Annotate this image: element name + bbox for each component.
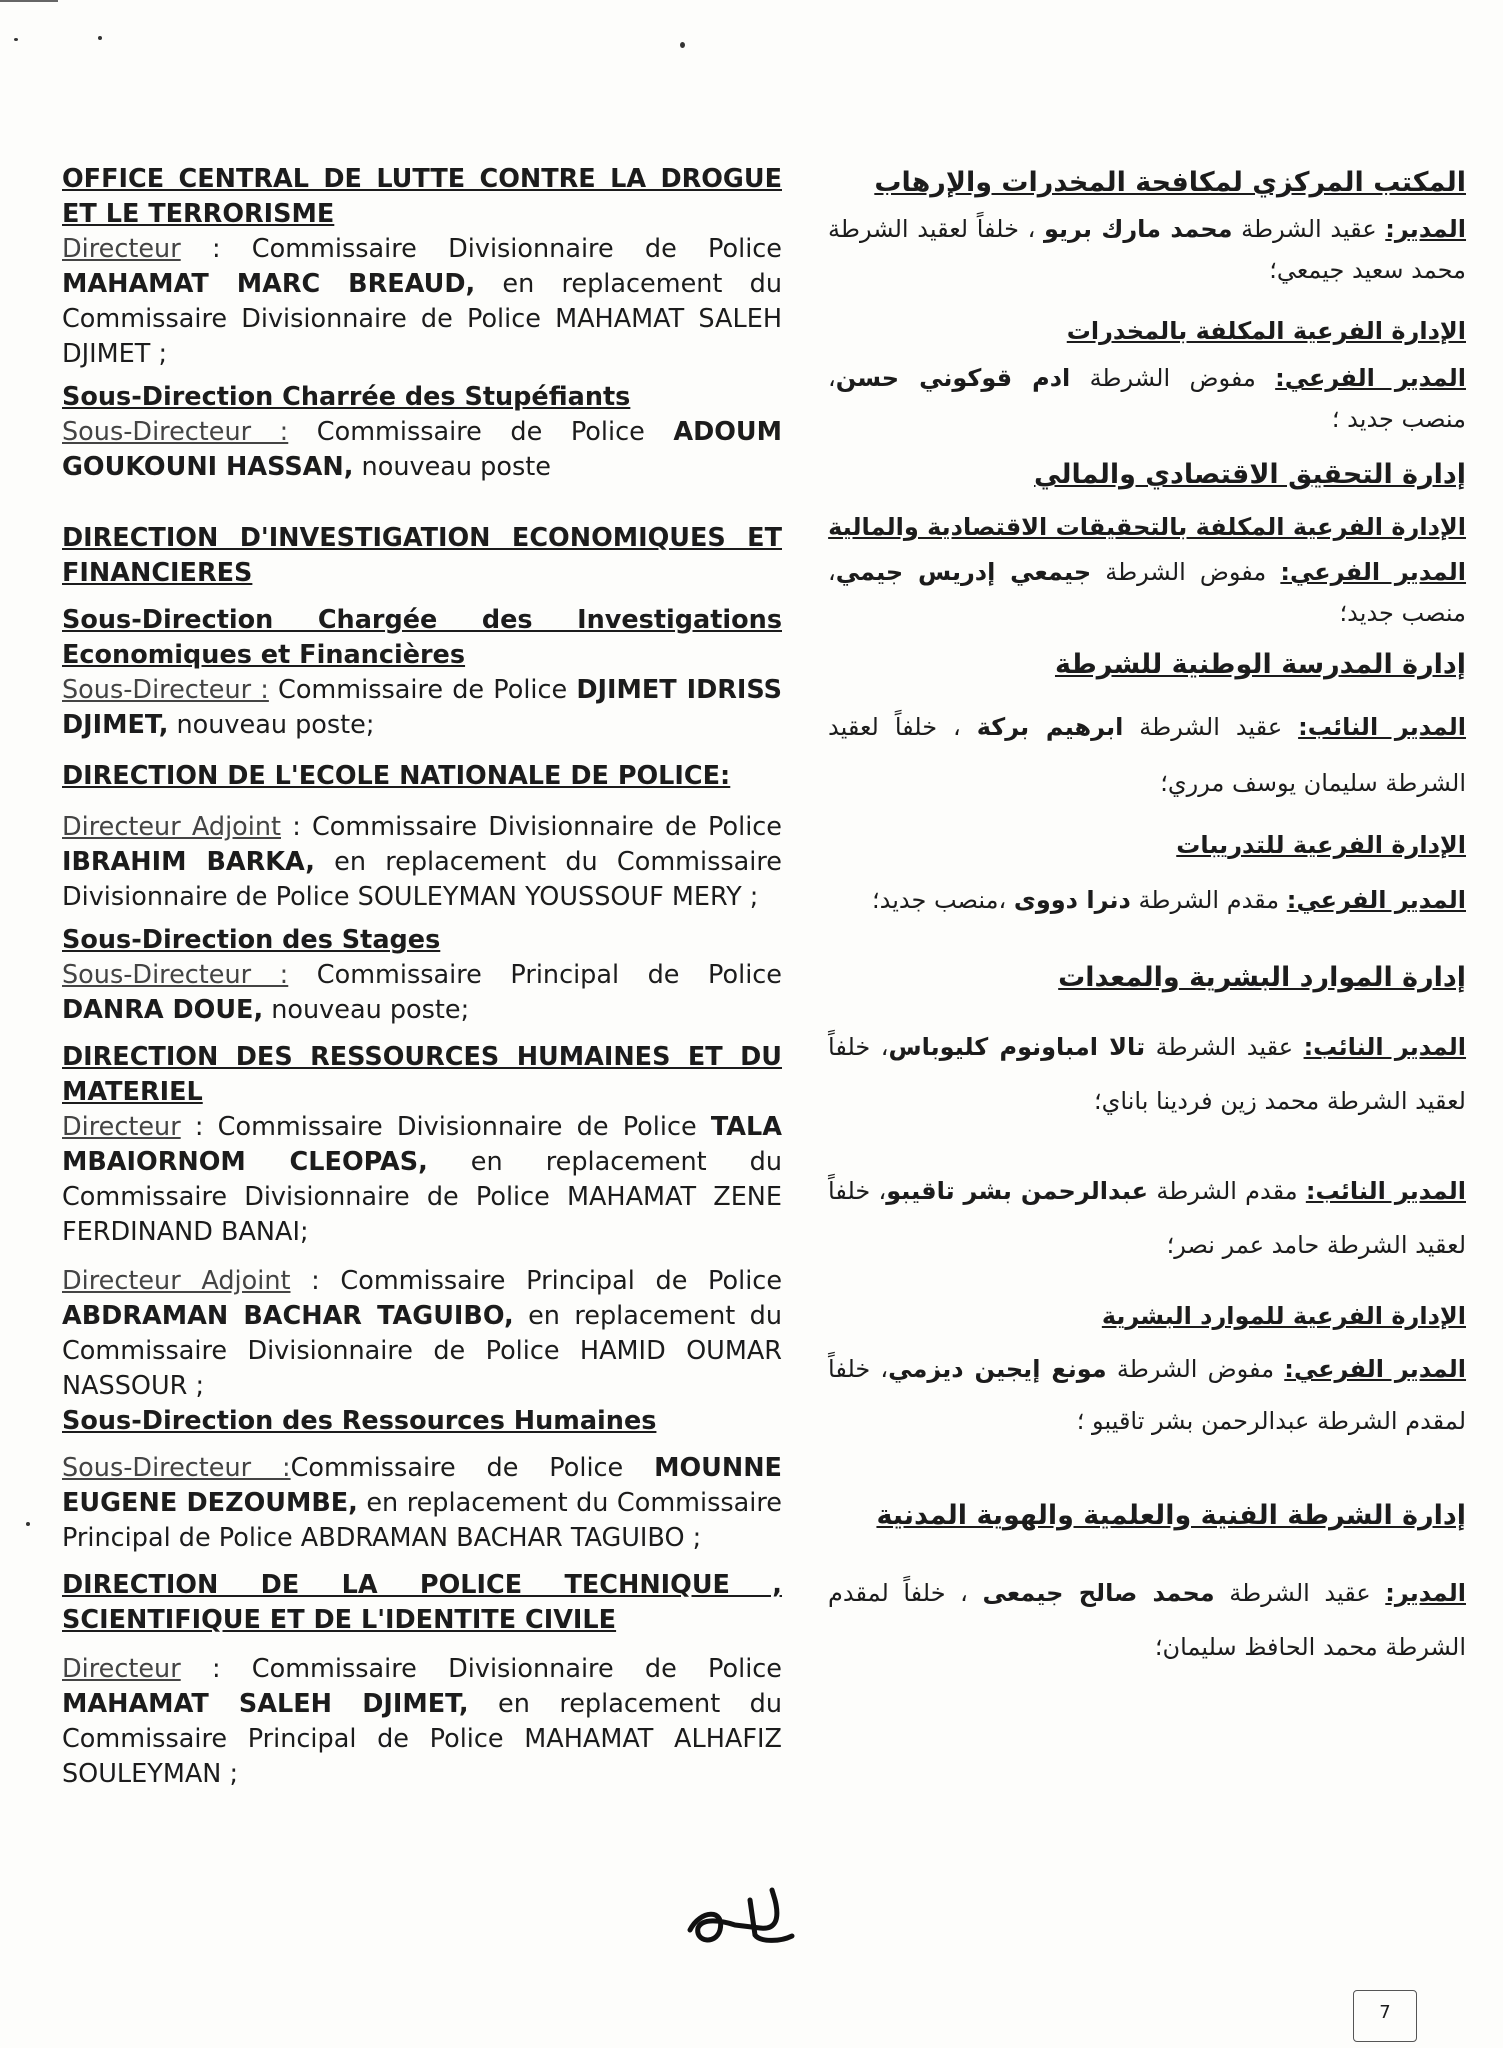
appointee-name: ABDRAMAN BACHAR TAGUIBO, (62, 1301, 514, 1331)
ar-entry-text: ، منصب جديد ؛ (828, 364, 1466, 433)
entry-text: en replacement du Commissaire Divisionnaire de Police MAHAMAT SALEH DJIMET ; (62, 269, 782, 369)
section-title: DIRECTION DES RESSOURCES HUMAINES ET DU MATERIEL (62, 1042, 782, 1107)
fr-section-enp (62, 759, 782, 1028)
appointee-name: MAHAMAT SALEH DJIMET, (62, 1689, 469, 1719)
signature-initials (680, 1880, 800, 1960)
appointee-name: DANRA DOUE, (62, 995, 264, 1025)
appointee-name: DJIMET IDRISS DJIMET, (62, 675, 782, 740)
ar-entry-text: ،منصب جديد؛ (872, 886, 1014, 914)
ar-section-title: إدارة التحقيق الاقتصادي والمالي (1034, 459, 1466, 490)
appointee-name: ADOUM GOUKOUNI HASSAN, (62, 417, 782, 482)
subsection-title: Sous-Direction Chargée des Investigations Economiques et Financières (62, 605, 782, 670)
entry-text: en replacement du Commissaire Principal de Police MAHAMAT ALHAFIZ SOULEYMAN ; (62, 1689, 782, 1789)
ar-appointee-name: محمد مارك بريو (1043, 215, 1233, 243)
role-label: Sous-Directeur : (62, 675, 269, 705)
ar-role-label: المدير: (1385, 215, 1467, 243)
ar-subdirector-entry (828, 880, 1466, 921)
ar-entry-text: مفوض الشرطة (1106, 1355, 1285, 1383)
entry-text: en replacement du Commissaire Divisionnaire de Police SOULEYMAN YOUSSOUF MERY ; (62, 847, 782, 912)
section-title: OFFICE CENTRAL DE LUTTE CONTRE LA DROGUE ET LE TERRORISME (62, 164, 782, 229)
role-label: Directeur Adjoint (62, 1266, 291, 1296)
subdirector-entry (62, 1451, 782, 1556)
ar-role-label: المدير الفرعي: (1284, 1355, 1467, 1383)
scan-speck (98, 36, 102, 40)
ar-section-title: إدارة المدرسة الوطنية للشرطة (1054, 649, 1466, 680)
role-label: Sous-Directeur : (62, 1453, 291, 1483)
entry-text: : Commissaire Divisionnaire de Police (180, 234, 782, 264)
ar-director-entry (828, 1020, 1466, 1128)
ar-entry-text: ، خلفاً لعقيد الشرطة محمد زين فردينا باناي؛ (828, 1033, 1466, 1115)
ar-entry-text: عقيد الشرطة (1145, 1033, 1304, 1061)
subdirector-entry (62, 958, 782, 1028)
fr-section-dptsic (62, 1568, 782, 1792)
ar-appointee-name: تالا امباونوم كليوباس (888, 1033, 1146, 1061)
role-label: Directeur (62, 1112, 181, 1142)
ar-subdirector-entry (828, 1343, 1466, 1447)
ar-director-entry (828, 1566, 1466, 1674)
ar-entry-text: ، خلفاً لمقدم الشرطة عبدالرحمن بشر تاقيبو ؛ (828, 1355, 1466, 1435)
entry-text: Commissaire de Police (290, 1453, 655, 1483)
scan-edge-line (0, 0, 58, 2)
fr-section-dief (62, 521, 782, 743)
section-title: DIRECTION DE LA POLICE TECHNIQUE , SCIENTIFIQUE ET DE L'IDENTITE CIVILE (62, 1570, 782, 1635)
entry-text: : Commissaire Divisionnaire de Police (180, 1112, 711, 1142)
ar-subsection-title: الإدارة الفرعية المكلفة بالتحقيقات الاقتصادية والمالية (828, 513, 1466, 541)
role-label: Sous-Directeur : (62, 417, 289, 447)
fr-section-ocld (62, 162, 782, 485)
ar-appointee-name: ادم قوكوني حسن (835, 364, 1071, 392)
ar-appointee-name: دنرا دووى (1013, 886, 1131, 914)
ar-appointee-name: جيمعي إدريس جيمي (835, 558, 1092, 586)
role-label: Directeur (62, 1654, 181, 1684)
entry-text: en replacement du Commissaire Divisionnaire de Police MAHAMAT ZENE FERDINAND BANAI; (62, 1147, 782, 1247)
entry-text: : Commissaire Principal de Police (290, 1266, 783, 1296)
ar-director-entry (828, 699, 1466, 811)
ar-entry-text: ، منصب جديد؛ (828, 558, 1466, 627)
french-column (62, 162, 782, 1792)
ar-subsection-title: الإدارة الفرعية للتدريبات (1176, 831, 1466, 859)
appointee-name: IBRAHIM BARKA, (62, 847, 315, 877)
ar-role-label: المدير النائب: (1298, 713, 1466, 741)
entry-text: : Commissaire Divisionnaire de Police (180, 1654, 782, 1684)
ar-deputy-director-entry (828, 1164, 1466, 1272)
ar-section-title: إدارة الموارد البشرية والمعدات (1058, 962, 1466, 993)
ar-role-label: المدير الفرعي: (1280, 558, 1467, 586)
appointee-name: MAHAMAT MARC BREAUD, (62, 269, 476, 299)
ar-appointee-name: ابرهيم بركة (976, 713, 1124, 741)
ar-entry-text: ، خلفاً لعقيد الشرطة حامد عمر نصر؛ (828, 1177, 1466, 1259)
ar-entry-text: مقدم الشرطة (1130, 886, 1287, 914)
entry-text: nouveau poste; (263, 995, 470, 1025)
subdirector-entry (62, 673, 782, 743)
ar-appointee-name: مونع إيجين ديزمي (888, 1355, 1107, 1383)
scan-speck (26, 1522, 30, 1526)
director-entry (62, 232, 782, 372)
director-entry (62, 1110, 782, 1250)
appointee-name: TALA MBAIORNOM CLEOPAS, (62, 1112, 782, 1177)
section-title: DIRECTION D'INVESTIGATION ECONOMIQUES ET FINANCIERES (62, 523, 782, 588)
ar-entry-text: ، خلفاً لعقيد الشرطة سليمان يوسف مرري؛ (828, 713, 1466, 797)
section-title: DIRECTION DE L'ECOLE NATIONALE DE POLICE: (62, 761, 731, 791)
ar-director-entry (828, 209, 1466, 291)
role-label: Sous-Directeur : (62, 960, 289, 990)
ar-entry-text: مفوض الشرطة (1091, 558, 1281, 586)
ar-appointee-name: محمد صالح جيمعى (982, 1579, 1215, 1607)
entry-text: nouveau poste (353, 452, 551, 482)
arabic-column (828, 162, 1466, 1674)
ar-entry-text: عقيد الشرطة (1214, 1579, 1386, 1607)
ar-entry-text: ، خلفاً لمقدم الشرطة محمد الحافظ سليمان؛ (828, 1579, 1466, 1661)
role-label: Directeur (62, 234, 181, 264)
ar-subsection-title: الإدارة الفرعية المكلفة بالمخدرات (1066, 317, 1466, 345)
entry-text: : Commissaire Divisionnaire de Police (281, 812, 782, 842)
subsection-title: Sous-Direction des Stages (62, 925, 441, 955)
deputy-director-entry (62, 810, 782, 915)
ar-role-label: المدير النائب: (1303, 1033, 1467, 1061)
entry-text: en replacement du Commissaire Principal de Police ABDRAMAN BACHAR TAGUIBO ; (62, 1488, 782, 1553)
ar-subsection-title: الإدارة الفرعية للموارد البشرية (1101, 1302, 1466, 1330)
deputy-director-entry (62, 1264, 782, 1404)
scan-speck (680, 42, 685, 48)
entry-text: nouveau poste; (168, 710, 375, 740)
appointee-name: MOUNNE EUGENE DEZOUMBE, (62, 1453, 782, 1518)
page-number: 7 (1353, 1990, 1417, 2042)
subsection-title: Sous-Direction des Ressources Humaines (62, 1406, 657, 1436)
entry-text: Commissaire Principal de Police (288, 960, 782, 990)
ar-subdirector-entry (828, 358, 1466, 440)
ar-entry-text: مقدم الشرطة (1148, 1177, 1306, 1205)
ar-role-label: المدير الفرعي: (1286, 886, 1466, 914)
director-entry (62, 1652, 782, 1792)
ar-entry-text: عقيد الشرطة (1123, 713, 1299, 741)
ar-entry-text: عقيد الشرطة (1232, 215, 1386, 243)
ar-role-label: المدير: (1385, 1579, 1466, 1607)
ar-section-title: المكتب المركزي لمكافحة المخدرات والإرهاب (874, 167, 1466, 198)
ar-entry-text: ، خلفاً لعقيد الشرطة محمد سعيد جيمعي؛ (828, 215, 1466, 284)
ar-entry-text: مفوض الشرطة (1070, 364, 1276, 392)
role-label: Directeur Adjoint (62, 812, 281, 842)
ar-role-label: المدير النائب: (1305, 1177, 1466, 1205)
subsection-title: Sous-Direction Charrée des Stupéfiants (62, 382, 631, 412)
subdirector-entry (62, 415, 782, 485)
entry-text: Commissaire de Police (288, 417, 674, 447)
entry-text: en replacement du Commissaire Divisionnaire de Police HAMID OUMAR NASSOUR ; (62, 1301, 783, 1401)
entry-text: Commissaire de Police (268, 675, 577, 705)
ar-section-title: إدارة الشرطة الفنية والعلمية والهوية المدنية (876, 1500, 1466, 1531)
ar-subdirector-entry (828, 552, 1466, 634)
fr-section-drhm (62, 1040, 782, 1556)
ar-role-label: المدير الفرعي: (1275, 364, 1466, 392)
ar-appointee-name: عبدالرحمن بشر تاقيبو (886, 1177, 1149, 1205)
scan-speck (14, 38, 18, 41)
